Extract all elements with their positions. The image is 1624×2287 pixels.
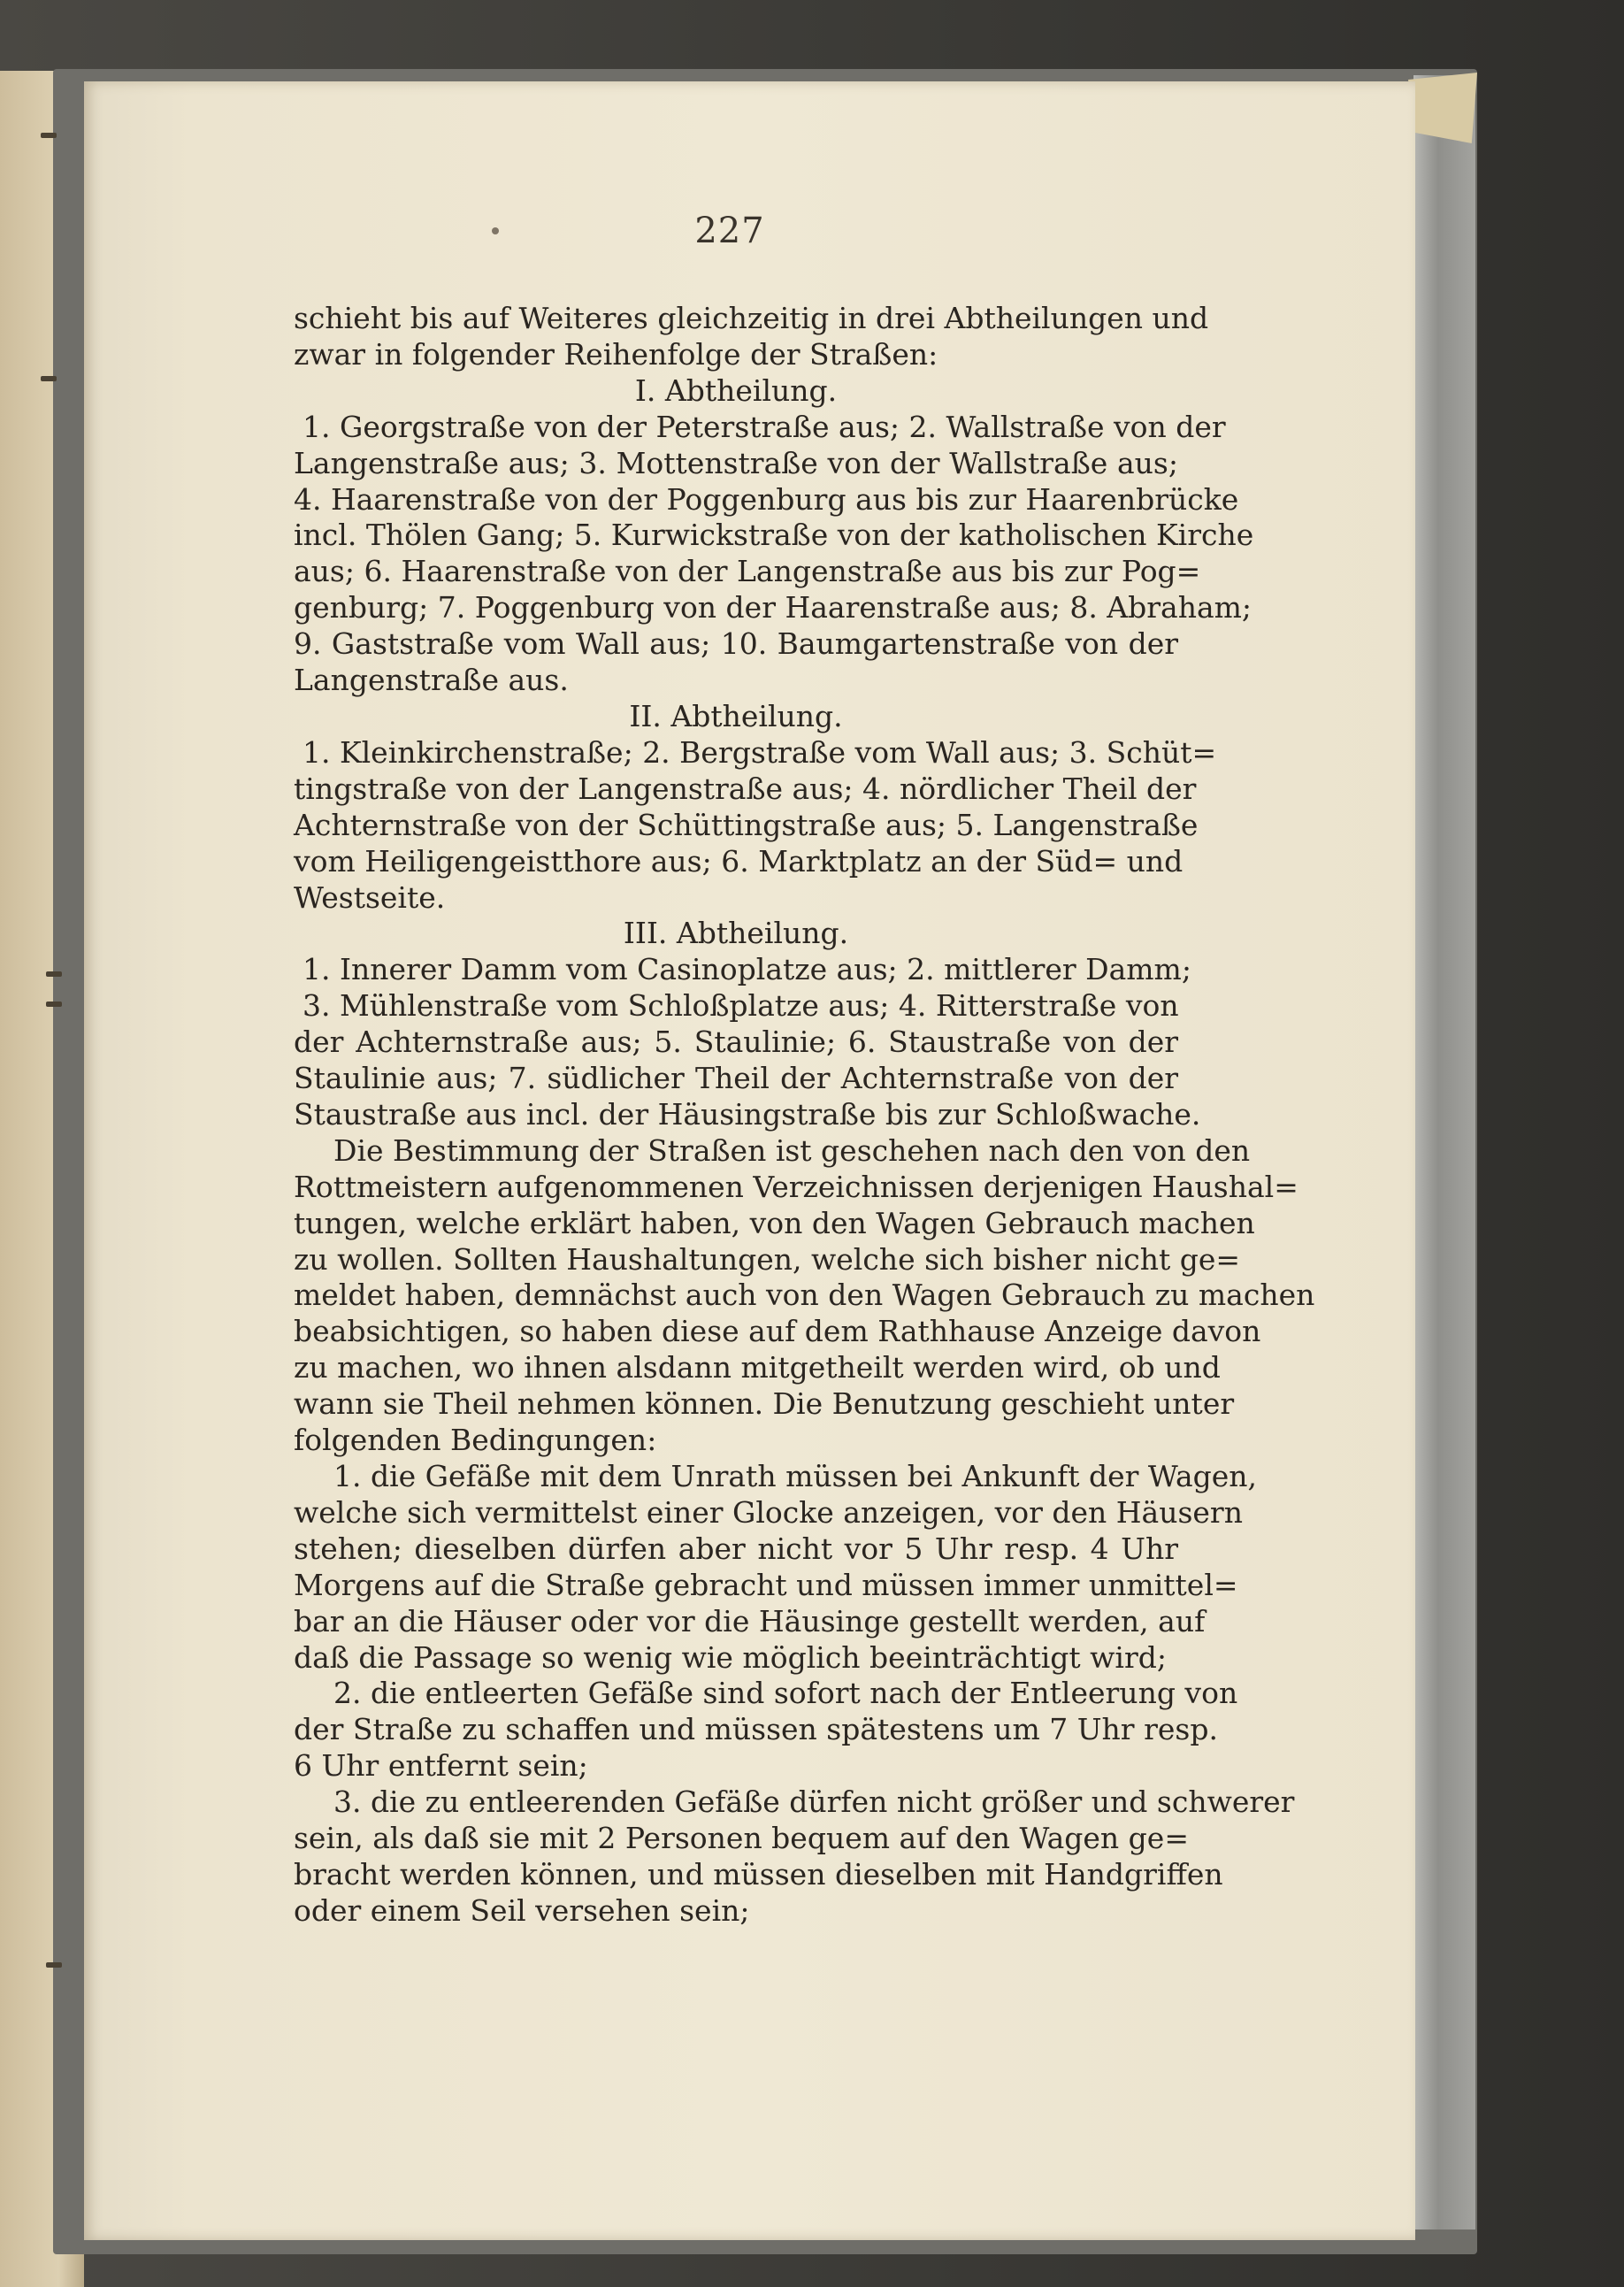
text-line: sein, als daß sie mit 2 Personen bequem auf den Wagen ge= — [294, 1821, 1189, 1856]
text-line: aus; 6. Haarenstraße von der Langenstraße aus bis zur Pog= — [294, 554, 1201, 589]
text-line: 4. Haarenstraße von der Poggenburg aus bis zur Haarenbrücke — [294, 481, 1239, 517]
section-heading: II. Abtheilung. — [629, 698, 843, 733]
text-line: 1. Kleinkirchenstraße; 2. Bergstraße vom Wall aus; 3. Schüt= — [303, 734, 1217, 770]
text-line: zu machen, wo ihnen alsdann mitgetheilt werden wird, ob und — [294, 1350, 1221, 1385]
cover-edge — [1413, 75, 1475, 2229]
text-line: bar an die Häuser oder vor die Häusinge gestellt werden, auf — [294, 1603, 1206, 1639]
text-line: 1. die Gefäße mit dem Unrath müssen bei Ankunft der Wagen, — [333, 1459, 1258, 1493]
margin-mark — [46, 971, 62, 977]
text-line: beabsichtigen, so haben diese auf dem Rathhause Anzeige davon — [294, 1314, 1261, 1349]
text-line: daß die Passage so wenig wie möglich beeinträchtigt wird; — [294, 1639, 1167, 1675]
text-line: genburg; 7. Poggenburg von der Haarenstraße aus; 8. Abraham; — [294, 590, 1252, 625]
margin-mark — [46, 1962, 62, 1968]
text-line: 3. die zu entleerenden Gefäße dürfen nicht größer und schwerer — [333, 1784, 1295, 1820]
text-line: incl. Thölen Gang; 5. Kurwickstraße von der katholischen Kirche — [294, 518, 1254, 553]
text-line: Die Bestimmung der Straßen ist geschehen nach den von den — [333, 1132, 1251, 1168]
section-heading: III. Abtheilung. — [623, 916, 849, 951]
torn-paper-tab — [1408, 73, 1477, 143]
paper-spot — [492, 227, 499, 234]
text-line: folgenden Bedingungen: — [294, 1423, 657, 1458]
page-text — [294, 301, 1315, 1930]
text-line: Staulinie aus; 7. südlicher Theil der Achternstraße von der — [294, 1061, 1178, 1096]
margin-mark — [46, 1002, 62, 1007]
text-line: meldet haben, demnächst auch von den Wagen Gebrauch zu machen — [294, 1278, 1315, 1313]
text-line: Achternstraße von der Schüttingstraße aus; 5. Langenstraße — [294, 807, 1199, 842]
text-line: 1. Innerer Damm vom Casinoplatze aus; 2. mittlerer Damm; — [303, 952, 1191, 987]
text-line: bracht werden können, und müssen dieselben mit Handgriffen — [294, 1856, 1223, 1892]
text-line: zu wollen. Sollten Haushaltungen, welche sich bisher nicht ge= — [294, 1241, 1241, 1277]
text-line: 1. Georgstraße von der Peterstraße aus; 2. Wallstraße von der — [303, 409, 1226, 444]
text-line: Langenstraße aus. — [294, 663, 569, 698]
page-number: 227 — [694, 211, 765, 251]
text-line: welche sich vermittelst einer Glocke anzeigen, vor den Häusern — [294, 1494, 1243, 1530]
text-line: vom Heiligengeistthore aus; 6. Marktplatz an der Süd= und — [294, 843, 1184, 879]
text-line: 3. Mühlenstraße vom Schloßplatze aus; 4. Ritterstraße von — [303, 988, 1179, 1024]
text-line: Staustraße aus incl. der Häusingstraße bis zur Schloßwache. — [294, 1096, 1201, 1132]
text-line: der Achternstraße aus; 5. Staulinie; 6. Staustraße von der — [294, 1025, 1178, 1060]
text-line: oder einem Seil versehen sein; — [294, 1892, 750, 1928]
text-line: zwar in folgender Reihenfolge der Straßen: — [294, 336, 938, 372]
margin-mark — [41, 376, 57, 381]
section-heading: I. Abtheilung. — [634, 372, 838, 408]
margin-mark — [41, 133, 57, 138]
text-line: stehen; dieselben dürfen aber nicht vor 5 Uhr resp. 4 Uhr — [294, 1531, 1178, 1566]
text-line: der Straße zu schaffen und müssen spätestens um 7 Uhr resp. — [294, 1712, 1218, 1747]
text-line: 6 Uhr entfernt sein; — [294, 1748, 588, 1784]
text-line: 9. Gaststraße vom Wall aus; 10. Baumgartenstraße von der — [294, 626, 1178, 662]
text-line: Westseite. — [294, 879, 446, 915]
text-line: Morgens auf die Straße gebracht und müssen immer unmittel= — [294, 1567, 1238, 1602]
text-line: schieht bis auf Weiteres gleichzeitig in drei Abtheilungen und — [294, 301, 1209, 335]
text-line: Rottmeistern aufgenommenen Verzeichnissen derjenigen Haushal= — [294, 1169, 1298, 1204]
text-line: tingstraße von der Langenstraße aus; 4. nördlicher Theil der — [294, 771, 1197, 806]
text-line: wann sie Theil nehmen können. Die Benutzung geschieht unter — [294, 1386, 1235, 1422]
text-line: Langenstraße aus; 3. Mottenstraße von der Wallstraße aus; — [294, 445, 1178, 480]
text-line: tungen, welche erklärt haben, von den Wagen Gebrauch machen — [294, 1205, 1255, 1240]
text-line: 2. die entleerten Gefäße sind sofort nach der Entleerung von — [333, 1676, 1238, 1711]
